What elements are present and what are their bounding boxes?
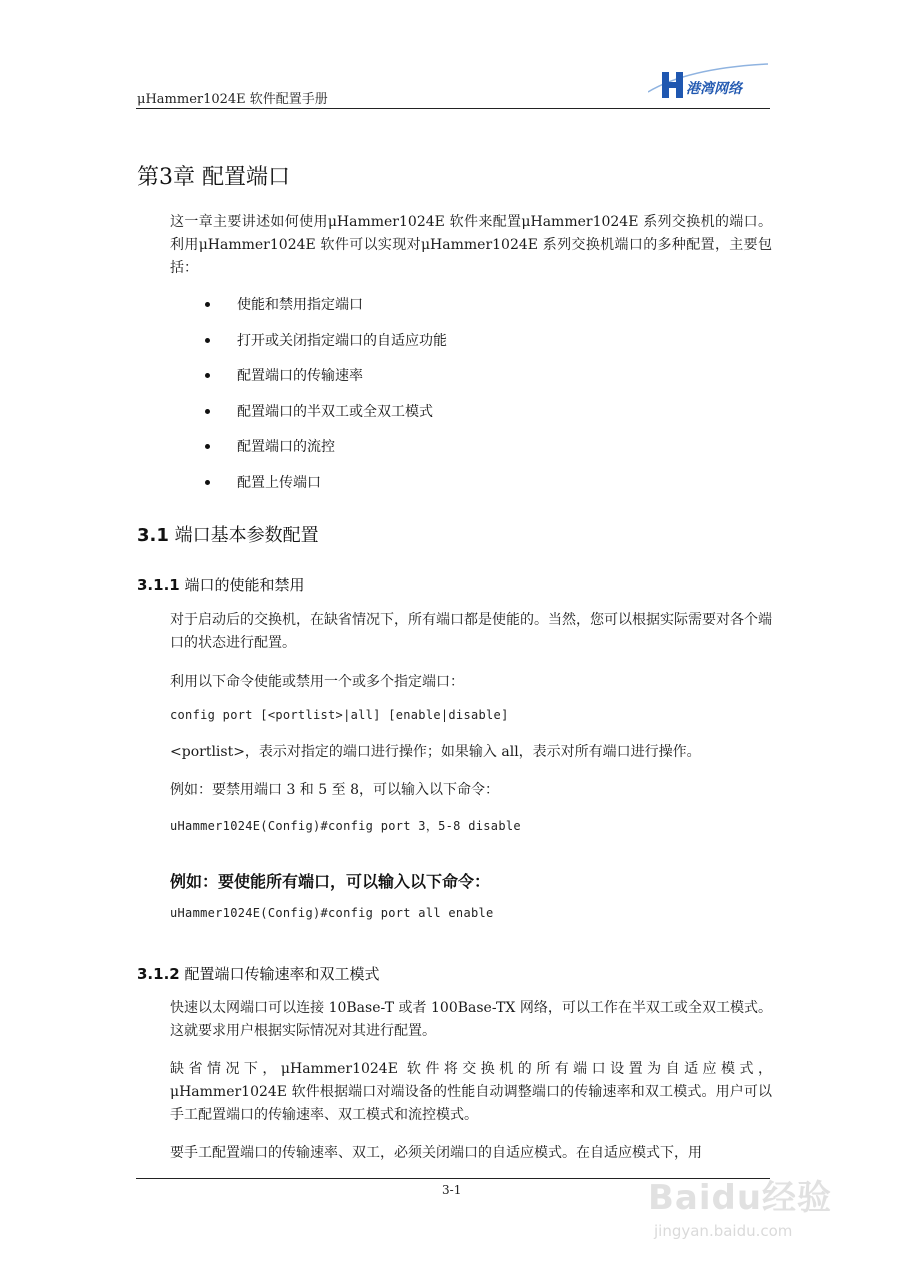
body-paragraph: 对于启动后的交换机，在缺省情况下，所有端口都是使能的。当然，您可以根据实际需要对各个端口的状态进行配置。: [170, 612, 772, 651]
bullet-icon: [205, 480, 210, 485]
section-heading-3-1: 3.1 端口基本参数配置: [137, 525, 319, 546]
chapter-title: 第3章 配置端口: [137, 165, 290, 190]
bullet-icon: [205, 338, 210, 343]
bullet-icon: [205, 409, 210, 414]
body-paragraph: 例如：要禁用端口 3 和 5 至 8，可以输入以下命令：: [170, 782, 499, 798]
example-heading: 例如：要使能所有端口，可以输入以下命令：: [170, 872, 491, 891]
bullet-icon: [205, 302, 210, 307]
body-paragraph: 利用以下命令使能或禁用一个或多个指定端口：: [170, 674, 464, 690]
command-syntax: config port [<portlist>|all] [enable|disable]: [170, 708, 509, 722]
watermark-url: jingyan.baidu.com: [654, 1222, 793, 1240]
body-paragraph: 缺省情况下，μHammer1024E 软件将交换机的所有端口设置为自适应模式，μHammer1024E 软件根据端口对端设备的性能自动调整端口的传输速率和双工模式。用户可以手工配置端口的传输速率、双工模式和流控模式。: [170, 1061, 772, 1123]
page-number: 3-1: [442, 1183, 462, 1197]
bullet-icon: [205, 373, 210, 378]
body-paragraph: <portlist>，表示对指定的端口进行操作；如果输入 all，表示对所有端口进行操作。: [170, 744, 701, 760]
baidu-watermark: [640, 1160, 860, 1270]
logo-text: 港湾网络: [686, 81, 742, 97]
header-divider: [136, 108, 770, 109]
watermark-logo: Baidu经验: [648, 1178, 833, 1218]
command-example: uHammer1024E(Config)#config port 3，5-8 disable: [170, 819, 521, 833]
header-title: μHammer1024E 软件配置手册: [137, 92, 328, 107]
bullet-icon: [205, 444, 210, 449]
section-heading-3-1-1: 3.1.1 端口的使能和禁用: [137, 576, 305, 594]
body-paragraph: 快速以太网端口可以连接 10Base-T 或者 100Base-TX 网络，可以工作在半双工或全双工模式。这就要求用户根据实际情况对其进行配置。: [170, 1000, 772, 1039]
section-heading-3-1-2: 3.1.2 配置端口传输速率和双工模式: [137, 965, 380, 983]
command-example: uHammer1024E(Config)#config port all enable: [170, 906, 494, 920]
body-paragraph: 要手工配置端口的传输速率、双工，必须关闭端口的自适应模式。在自适应模式下，用: [170, 1145, 702, 1161]
company-logo: [648, 62, 774, 106]
intro-paragraph: 这一章主要讲述如何使用μHammer1024E 软件来配置μHammer1024E 系列交换机的端口。利用μHammer1024E 软件可以实现对μHammer1024E 系列交换机端口的多种配置，主要包括：: [170, 214, 772, 276]
